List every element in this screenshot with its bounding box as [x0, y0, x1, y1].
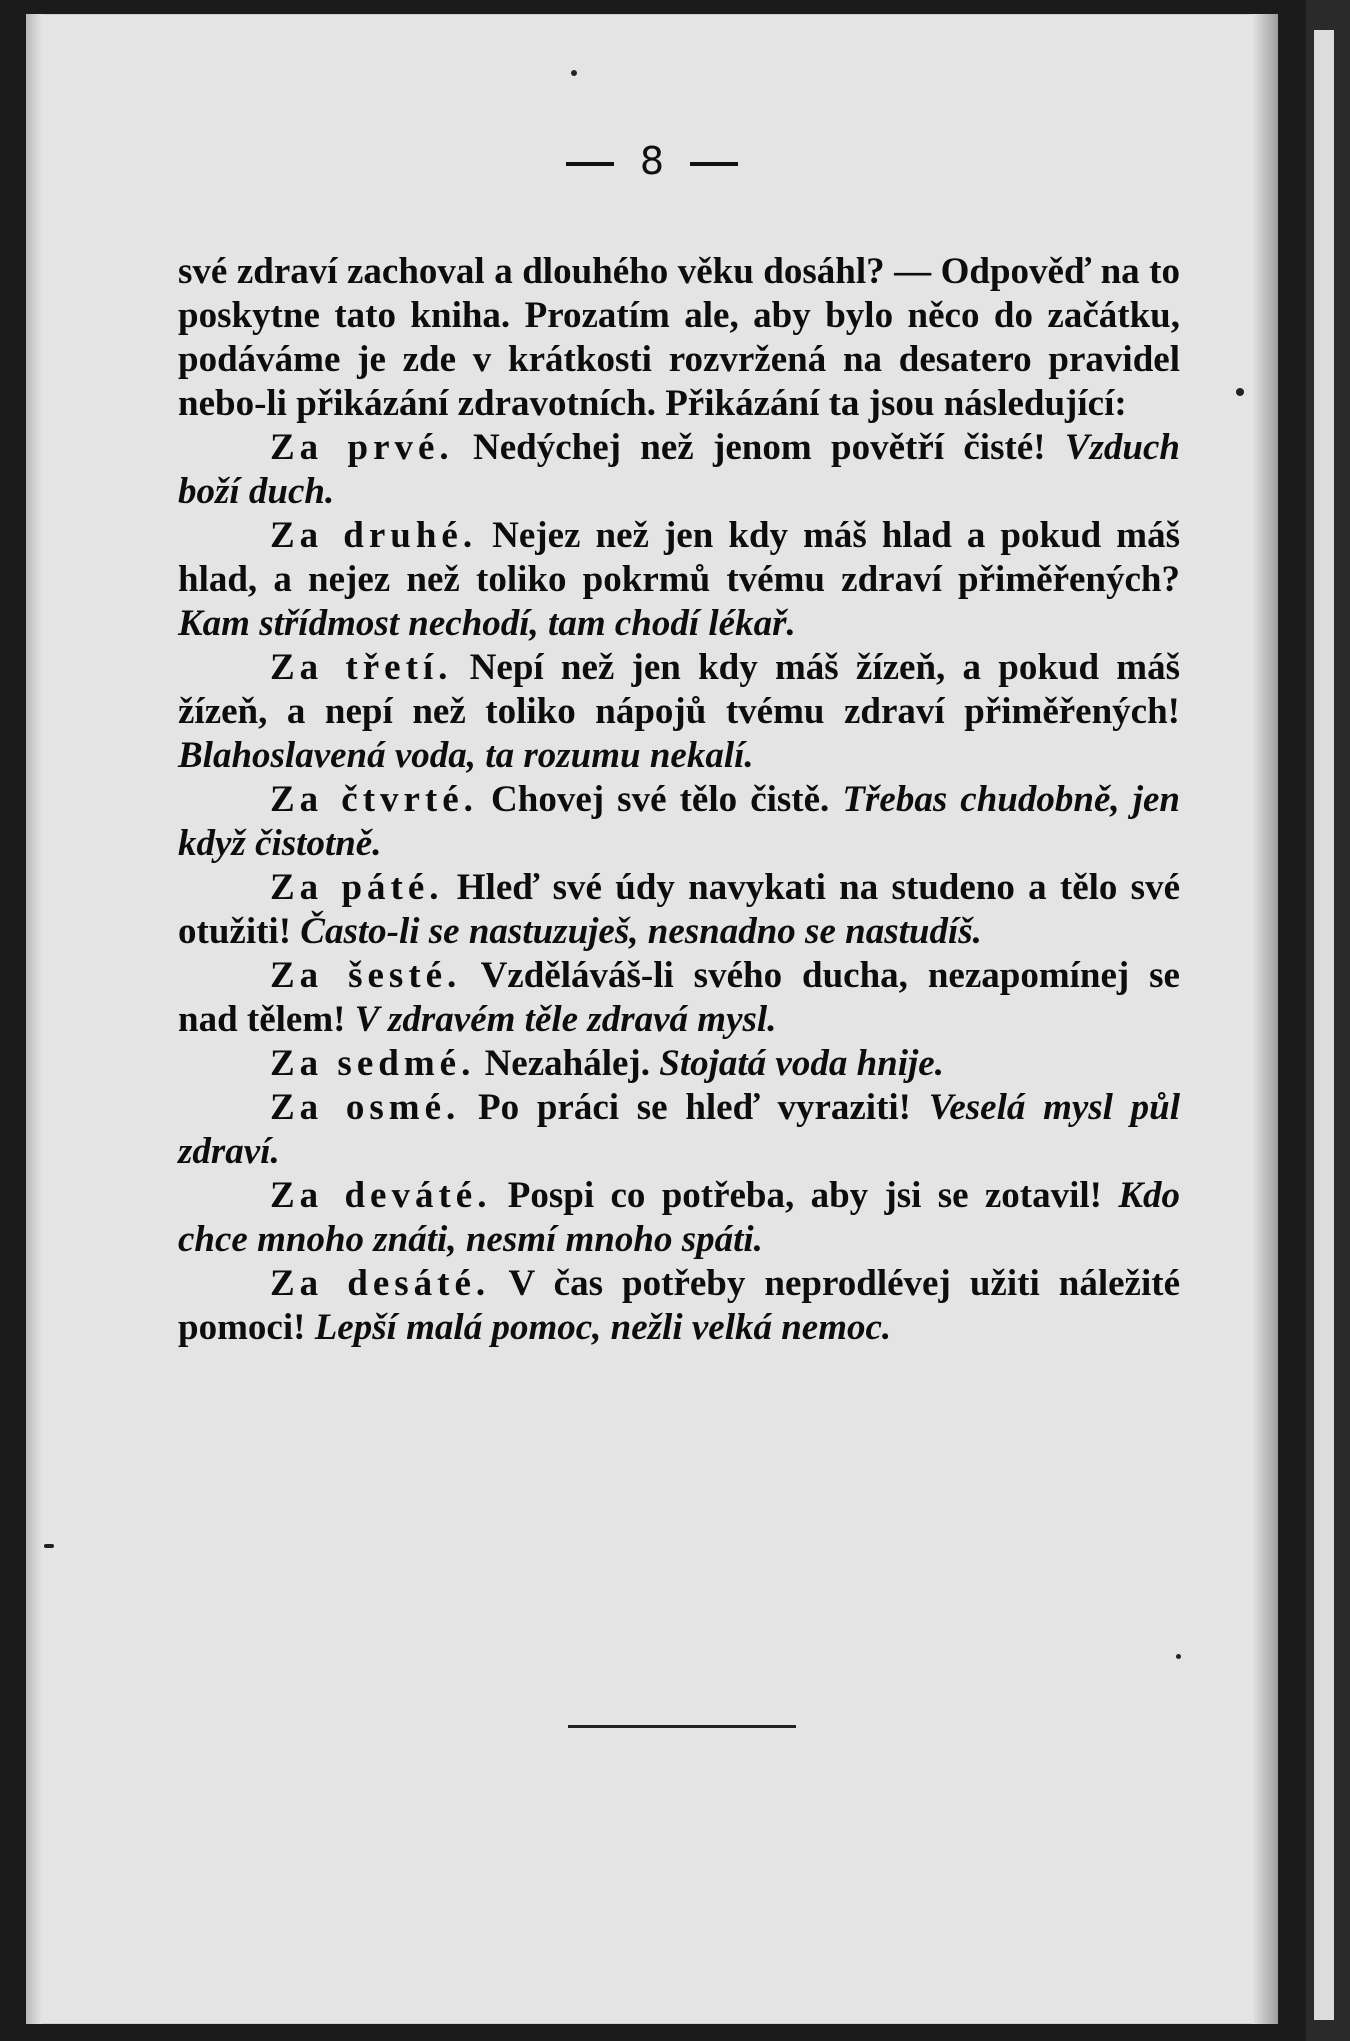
header-dash-left	[566, 162, 614, 166]
page-body-text	[178, 250, 1180, 1350]
commandment-ordinal: Za třetí.	[270, 647, 453, 688]
commandment-ordinal: Za osmé.	[270, 1087, 461, 1128]
paper-speck	[44, 1544, 54, 1548]
paragraph-text: své zdraví zachoval a dlouhého věku dosáhl? — Odpověď na to poskytne tato kniha. Prozatím ale, aby bylo něco do začátku, podáváme je zde v krátkosti rozvržená na desatero pravidel nebo-li přikázání zdravotních. Přikázání ta jsou následující:	[178, 251, 1180, 424]
page-gutter-shadow	[26, 14, 42, 2024]
paper-speck	[571, 70, 577, 76]
closing-rule	[568, 1725, 796, 1728]
commandment-ordinal: Za sedmé.	[270, 1043, 476, 1084]
proverb: Vzduch boží duch.	[178, 427, 1181, 512]
proverb: Kam střídmost nechodí, tam chodí lékař.	[178, 603, 796, 644]
paper-speck	[1176, 1654, 1181, 1659]
paragraph-text: Nepí než jen kdy máš žízeň, a pokud máš žízeň, a nepí než toliko nápojů tvému zdraví přiměřených!	[178, 647, 1181, 732]
commandment-ordinal: Za druhé.	[270, 515, 478, 556]
proverb: Blahoslavená voda, ta rozumu nekalí.	[178, 735, 754, 776]
paragraph	[178, 778, 1180, 866]
paragraph	[178, 250, 1180, 426]
commandment-ordinal: Za deváté.	[270, 1175, 492, 1216]
paragraph	[178, 514, 1180, 646]
page-edge-shadow	[1252, 14, 1278, 2024]
commandment-ordinal: Za šesté.	[270, 955, 462, 996]
proverb: Třebas chudobně, jen když čistotně.	[178, 779, 1181, 864]
book-page	[26, 14, 1278, 2024]
paragraph	[178, 1174, 1180, 1262]
paragraph-text: Pospi co potřeba, aby jsi se zotavil!	[507, 1175, 1103, 1216]
paragraph-text: Nezahálej.	[484, 1043, 650, 1084]
adjacent-page-paper	[1314, 30, 1334, 2020]
paragraph	[178, 1042, 1180, 1086]
paragraph	[178, 646, 1180, 778]
commandment-ordinal: Za prvé.	[270, 427, 454, 468]
commandment-ordinal: Za páté.	[270, 867, 444, 908]
proverb: Veselá mysl půl zdraví.	[178, 1087, 1181, 1172]
paragraph-text: Nejez než jen kdy máš hlad a pokud máš hlad, a nejez než toliko pokrmů tvému zdraví přiměřených?	[178, 515, 1180, 600]
proverb: Kdo chce mnoho znáti, nesmí mnoho spáti.	[178, 1175, 1181, 1260]
paragraph	[178, 866, 1180, 954]
page-number: 8	[639, 139, 665, 183]
proverb: Stojatá voda hnije.	[659, 1043, 944, 1084]
paper-speck	[1236, 388, 1244, 396]
paragraph-text: Chovej své tělo čistě.	[491, 779, 830, 820]
paragraph	[178, 426, 1180, 514]
paragraph-text: Vzděláváš-li svého ducha, nezapomínej se nad tělem!	[178, 955, 1180, 1040]
paragraph	[178, 954, 1180, 1042]
adjacent-page-edge	[1306, 0, 1350, 2041]
paragraph-text: Po práci se hleď vyraziti!	[478, 1087, 912, 1128]
commandment-ordinal: Za čtvrté.	[270, 779, 478, 820]
proverb: Často-li se nastuzuješ, nesnadno se nastudíš.	[300, 911, 982, 952]
paragraph-text: V čas potřeby neprodlévej užiti náležité pomoci!	[178, 1263, 1181, 1348]
proverb: V zdravém těle zdravá mysl.	[354, 999, 777, 1040]
page-header	[26, 139, 1278, 183]
header-dash-right	[690, 162, 738, 166]
commandment-ordinal: Za desáté.	[270, 1263, 491, 1304]
paragraph	[178, 1262, 1180, 1350]
paragraph-text: Hleď své údy navykati na studeno a tělo své otužiti!	[178, 867, 1181, 952]
paragraph	[178, 1086, 1180, 1174]
paragraph-text: Nedýchej než jenom povětří čisté!	[473, 427, 1046, 468]
proverb: Lepší malá pomoc, nežli velká nemoc.	[314, 1307, 892, 1348]
